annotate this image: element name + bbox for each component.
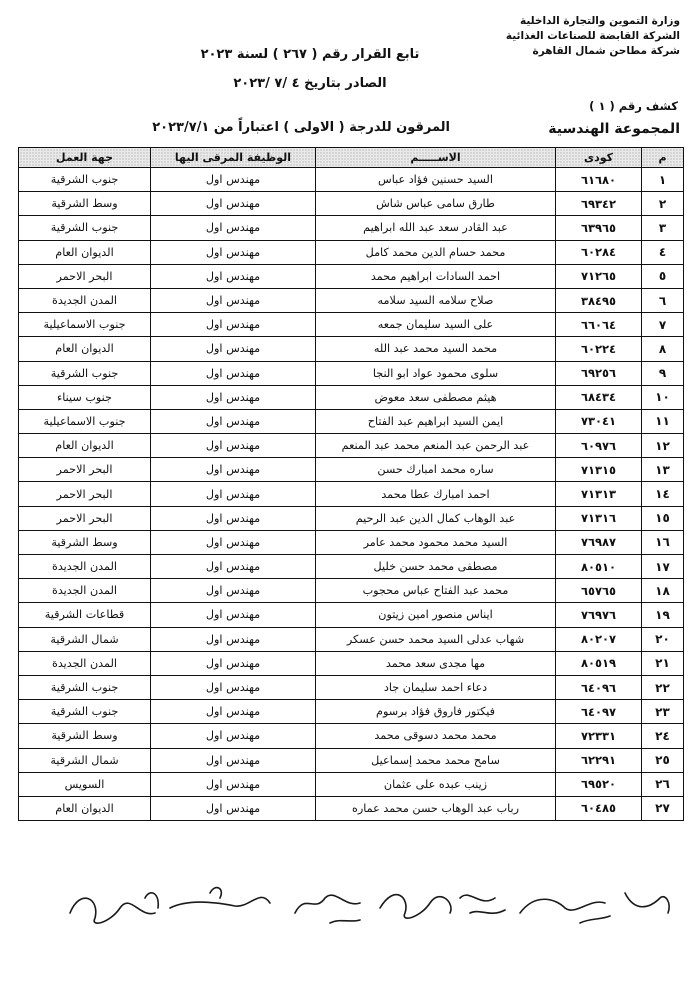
table-row <box>19 506 684 530</box>
employee-code: ٧١٣١٣ <box>556 482 642 506</box>
row-number: ١١ <box>642 409 684 433</box>
row-number: ٢٢ <box>642 675 684 699</box>
row-number: ١٠ <box>642 385 684 409</box>
employee-name: سلوى محمود عواد ابو النجا <box>316 361 556 385</box>
employee-code: ٧١٣١٥ <box>556 458 642 482</box>
work-location: جنوب الشرقية <box>19 168 151 192</box>
employee-code: ٦٠٢٨٤ <box>556 240 642 264</box>
promoted-position: مهندس اول <box>151 772 316 796</box>
table-row <box>19 675 684 699</box>
table-header-row <box>19 148 684 168</box>
row-number: ١٦ <box>642 530 684 554</box>
column-header-number: م <box>642 148 684 168</box>
employee-code: ٨٠٥١٩ <box>556 651 642 675</box>
work-location: الديوان العام <box>19 337 151 361</box>
table-row <box>19 555 684 579</box>
row-number: ٩ <box>642 361 684 385</box>
sheet-number: كشف رقم ( ١ ) <box>589 99 678 113</box>
table-row <box>19 264 684 288</box>
employee-name: السيد حسنين فؤاد عباس <box>316 168 556 192</box>
work-location: قطاعات الشرقية <box>19 603 151 627</box>
employee-name: السيد محمد محمود محمد عامر <box>316 530 556 554</box>
employee-name: رباب عبد الوهاب حسن محمد عماره <box>316 796 556 820</box>
row-number: ١٧ <box>642 555 684 579</box>
table-row <box>19 288 684 312</box>
employee-name: فيكتور فاروق فؤاد برسوم <box>316 700 556 724</box>
work-location: الديوان العام <box>19 796 151 820</box>
employee-name: دعاء احمد سليمان جاد <box>316 675 556 699</box>
employee-name: محمد محمد دسوقى محمد <box>316 724 556 748</box>
table-row <box>19 772 684 796</box>
promoted-position: مهندس اول <box>151 651 316 675</box>
decision-header <box>0 40 700 98</box>
table-row <box>19 361 684 385</box>
promoted-position: مهندس اول <box>151 506 316 530</box>
work-location: المدن الجديدة <box>19 651 151 675</box>
promoted-position: مهندس اول <box>151 796 316 820</box>
promoted-position: مهندس اول <box>151 700 316 724</box>
table-row <box>19 458 684 482</box>
employee-code: ٧٢٣٣١ <box>556 724 642 748</box>
column-header-department: جهة العمل <box>19 148 151 168</box>
work-location: وسط الشرقية <box>19 724 151 748</box>
promoted-position: مهندس اول <box>151 748 316 772</box>
promoted-position: مهندس اول <box>151 240 316 264</box>
employee-code: ٣٨٤٩٥ <box>556 288 642 312</box>
employee-code: ٦٣٩٦٥ <box>556 216 642 240</box>
work-location: السويس <box>19 772 151 796</box>
employee-name: عبد القادر سعد عبد الله ابراهيم <box>316 216 556 240</box>
row-number: ١٤ <box>642 482 684 506</box>
employee-code: ٦٢٢٩١ <box>556 748 642 772</box>
row-number: ٤ <box>642 240 684 264</box>
table-row <box>19 168 684 192</box>
employee-name: ساره محمد امبارك حسن <box>316 458 556 482</box>
employee-code: ٦١٦٨٠ <box>556 168 642 192</box>
work-location: جنوب سيناء <box>19 385 151 409</box>
row-number: ١٢ <box>642 434 684 458</box>
table-row <box>19 482 684 506</box>
table-row <box>19 579 684 603</box>
org-line: الشركة القابضة للصناعات الغذائية <box>505 30 680 42</box>
work-location: وسط الشرقية <box>19 192 151 216</box>
work-location: جنوب الاسماعيلية <box>19 409 151 433</box>
table-row <box>19 192 684 216</box>
work-location: المدن الجديدة <box>19 579 151 603</box>
table-row <box>19 796 684 820</box>
promoted-position: مهندس اول <box>151 264 316 288</box>
employee-code: ٧٦٩٨٧ <box>556 530 642 554</box>
promoted-position: مهندس اول <box>151 409 316 433</box>
column-header-position: الوظيفة المرقى اليها <box>151 148 316 168</box>
row-number: ٧ <box>642 313 684 337</box>
row-number: ٢ <box>642 192 684 216</box>
employee-name: ايناس منصور امين زيتون <box>316 603 556 627</box>
employee-name: عبد الوهاب كمال الدين عبد الرحيم <box>316 506 556 530</box>
employee-code: ٨٠٥١٠ <box>556 555 642 579</box>
work-location: جنوب الاسماعيلية <box>19 313 151 337</box>
row-number: ٢٣ <box>642 700 684 724</box>
work-location: الديوان العام <box>19 434 151 458</box>
employee-code: ٦٩٢٥٦ <box>556 361 642 385</box>
work-location: البحر الاحمر <box>19 506 151 530</box>
row-number: ٨ <box>642 337 684 361</box>
promoted-position: مهندس اول <box>151 216 316 240</box>
employee-code: ٦٩٣٤٢ <box>556 192 642 216</box>
promoted-position: مهندس اول <box>151 313 316 337</box>
promoted-position: مهندس اول <box>151 458 316 482</box>
work-location: وسط الشرقية <box>19 530 151 554</box>
employee-code: ٦٠٤٨٥ <box>556 796 642 820</box>
org-line: وزارة التموين والتجارة الداخلية <box>519 15 680 27</box>
promotion-table <box>18 147 684 821</box>
employee-code: ٨٠٢٠٧ <box>556 627 642 651</box>
employee-name: مها مجدى سعد محمد <box>316 651 556 675</box>
employee-name: احمد امبارك عطا محمد <box>316 482 556 506</box>
employee-name: شهاب عدلى السيد محمد حسن عسكر <box>316 627 556 651</box>
table-row <box>19 409 684 433</box>
promoted-position: مهندس اول <box>151 579 316 603</box>
work-location: المدن الجديدة <box>19 555 151 579</box>
promoted-position: مهندس اول <box>151 724 316 748</box>
employee-name: محمد عبد الفتاح عباس محجوب <box>316 579 556 603</box>
work-location: البحر الاحمر <box>19 264 151 288</box>
table-row <box>19 603 684 627</box>
employee-name: عبد الرحمن عبد المنعم محمد عبد المنعم <box>316 434 556 458</box>
employee-code: ٦٨٤٣٤ <box>556 385 642 409</box>
row-number: ٢٤ <box>642 724 684 748</box>
promotion-line: المرقون للدرجة ( الاولى ) اعتباراً من ٢٠٢٣/٧/١ <box>152 120 450 135</box>
table-row <box>19 385 684 409</box>
employee-name: احمد السادات ابراهيم محمد <box>316 264 556 288</box>
work-location: البحر الاحمر <box>19 458 151 482</box>
employee-code: ٦٩٥٢٠ <box>556 772 642 796</box>
promoted-position: مهندس اول <box>151 555 316 579</box>
employee-name: هيثم مصطفى سعد معوض <box>316 385 556 409</box>
promoted-position: مهندس اول <box>151 603 316 627</box>
group-title: المجموعة الهندسية <box>548 121 680 137</box>
employee-code: ٦٠٩٧٦ <box>556 434 642 458</box>
employee-name: صلاح سلامه السيد سلامه <box>316 288 556 312</box>
work-location: الديوان العام <box>19 240 151 264</box>
signatures <box>60 868 680 938</box>
employee-code: ٧١٣١٦ <box>556 506 642 530</box>
table-row <box>19 748 684 772</box>
table-row <box>19 240 684 264</box>
employee-code: ٦٠٢٢٤ <box>556 337 642 361</box>
promoted-position: مهندس اول <box>151 627 316 651</box>
employee-name: محمد حسام الدين محمد كامل <box>316 240 556 264</box>
row-number: ٥ <box>642 264 684 288</box>
promoted-position: مهندس اول <box>151 192 316 216</box>
employee-code: ٦٦٠٦٤ <box>556 313 642 337</box>
employee-code: ٧٣٠٤١ <box>556 409 642 433</box>
work-location: جنوب الشرقية <box>19 700 151 724</box>
column-header-code: كودى <box>556 148 642 168</box>
row-number: ٢٦ <box>642 772 684 796</box>
row-number: ٢٥ <box>642 748 684 772</box>
issued-date-line: الصادر بتاريخ ٤ /٧ /٢٠٢٣ <box>233 76 387 91</box>
employee-name: محمد السيد محمد عبد الله <box>316 337 556 361</box>
promoted-position: مهندس اول <box>151 482 316 506</box>
table-row <box>19 627 684 651</box>
table-row <box>19 313 684 337</box>
employee-name: مصطفى محمد حسن خليل <box>316 555 556 579</box>
work-location: شمال الشرقية <box>19 748 151 772</box>
promoted-position: مهندس اول <box>151 675 316 699</box>
row-number: ١٨ <box>642 579 684 603</box>
column-header-name: الاســـــم <box>316 148 556 168</box>
table-row <box>19 651 684 675</box>
row-number: ٣ <box>642 216 684 240</box>
decision-line: تابع القرار رقم ( ٢٦٧ ) لسنة ٢٠٢٣ <box>200 47 420 62</box>
promoted-position: مهندس اول <box>151 434 316 458</box>
row-number: ١٥ <box>642 506 684 530</box>
employee-name: ايمن السيد ابراهيم عبد الفتاح <box>316 409 556 433</box>
promoted-position: مهندس اول <box>151 288 316 312</box>
work-location: جنوب الشرقية <box>19 361 151 385</box>
employee-name: طارق سامى عباس شاش <box>316 192 556 216</box>
promoted-position: مهندس اول <box>151 168 316 192</box>
employee-name: زينب عبده على عثمان <box>316 772 556 796</box>
work-location: جنوب الشرقية <box>19 216 151 240</box>
work-location: البحر الاحمر <box>19 482 151 506</box>
promoted-position: مهندس اول <box>151 385 316 409</box>
table-body <box>19 168 684 821</box>
row-number: ٦ <box>642 288 684 312</box>
table-row <box>19 700 684 724</box>
org-line: شركة مطاحن شمال القاهرة <box>532 45 680 57</box>
table-row <box>19 724 684 748</box>
promoted-position: مهندس اول <box>151 361 316 385</box>
employee-name: سامح محمد محمد إسماعيل <box>316 748 556 772</box>
table-row <box>19 216 684 240</box>
employee-code: ٧٦٩٧٦ <box>556 603 642 627</box>
row-number: ٢٧ <box>642 796 684 820</box>
table-row <box>19 434 684 458</box>
row-number: ١ <box>642 168 684 192</box>
row-number: ١٣ <box>642 458 684 482</box>
employee-name: على السيد سليمان جمعه <box>316 313 556 337</box>
work-location: جنوب الشرقية <box>19 675 151 699</box>
work-location: شمال الشرقية <box>19 627 151 651</box>
employee-code: ٦٤٠٩٦ <box>556 675 642 699</box>
employee-code: ٧١٢٦٥ <box>556 264 642 288</box>
row-number: ٢٠ <box>642 627 684 651</box>
work-location: المدن الجديدة <box>19 288 151 312</box>
table-row <box>19 530 684 554</box>
promoted-position: مهندس اول <box>151 530 316 554</box>
employee-code: ٦٥٧٦٥ <box>556 579 642 603</box>
table-row <box>19 337 684 361</box>
row-number: ٢١ <box>642 651 684 675</box>
promoted-position: مهندس اول <box>151 337 316 361</box>
employee-code: ٦٤٠٩٧ <box>556 700 642 724</box>
row-number: ١٩ <box>642 603 684 627</box>
